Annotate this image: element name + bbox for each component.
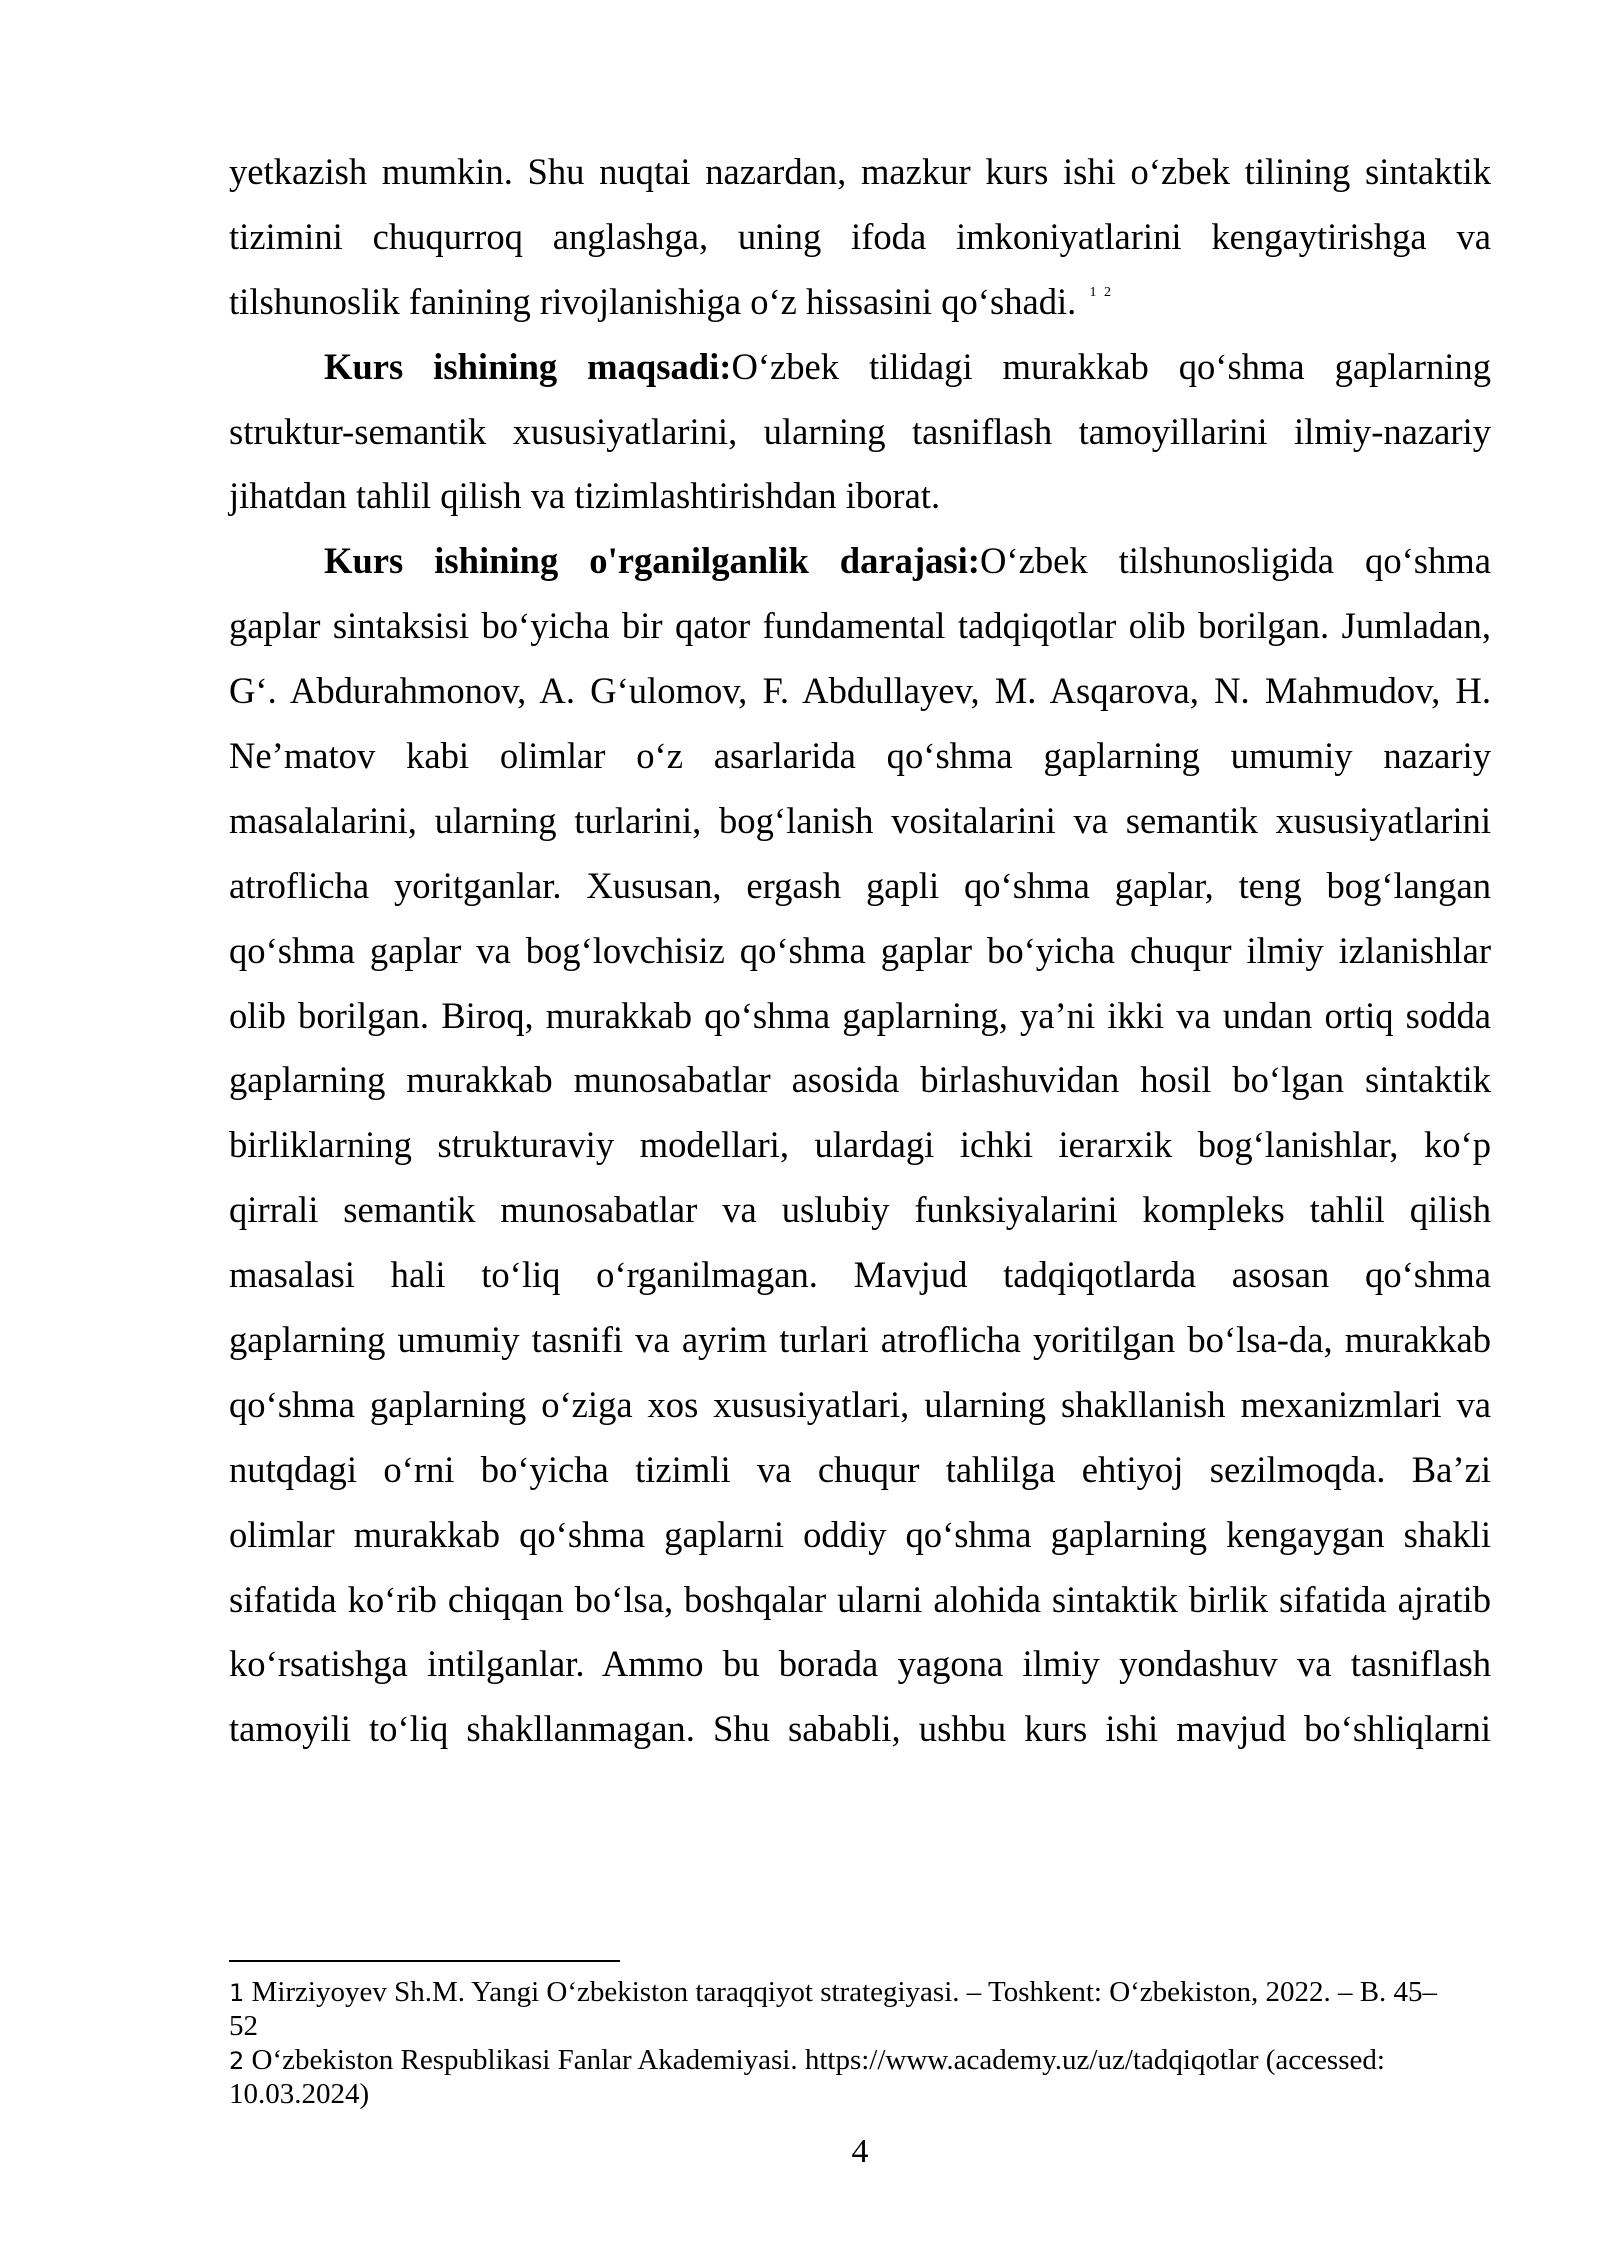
body-line [229,1697,1491,1762]
line-text: yetkazish mumkin. Shu nuqtai nazardan, mazkur kurs ishi o‘zbek tilining sintaktik [229,151,1491,192]
body-line [229,984,1491,1049]
body-line [229,789,1491,854]
body-line [229,1308,1491,1373]
line-text: tamoyili to‘liq shakllanmagan. Shu sababli, ushbu kurs ishi mavjud bo‘shliqlarni [229,1708,1491,1750]
footnote-separator [229,1960,620,1962]
body-line [229,724,1491,789]
line-text: qo‘shma gaplar va bog‘lovchisiz qo‘shma gaplar bo‘yicha chuqur ilmiy izlanishlar [229,929,1491,971]
page-number: 4 [851,2133,869,2170]
study-level-heading: Kurs ishining o'rganilganlik darajasi: [324,540,980,582]
line-text: jihatdan tahlil qilish va tizimlashtirishdan iborat. [229,475,941,517]
line-text: tizimini chuqurroq anglashga, uning ifoda imkoniyatlarini kengaytirishga va [229,215,1491,257]
line-text: gaplar sintaksisi bo‘yicha bir qator fundamental tadqiqotlar olib borilgan. Jumladan, [229,605,1491,647]
body-line [229,270,1491,335]
line-text: birliklarning strukturaviy modellari, ulardagi ichki ierarxik bog‘lanishlar, ko‘p [229,1124,1491,1166]
body-line [229,919,1491,984]
line-text: O‘zbek tilidagi murakkab qo‘shma gaplarning [731,345,1491,387]
line-text: tilshunoslik fanining rivojlanishiga o‘z hissasini qo‘shadi. [229,280,1077,322]
line-text: gaplarning murakkab munosabatlar asosida birlashuvidan hosil bo‘lgan sintaktik [229,1059,1491,1101]
line-text: olib borilgan. Biroq, murakkab qo‘shma gaplarning, ya’ni ikki va undan ortiq sodda [229,994,1491,1036]
footnote-line [229,2009,1491,2043]
body-line [229,464,1491,529]
line-text: atroflicha yoritganlar. Xususan, ergash gapli qo‘shma gaplar, teng bog‘langan [229,864,1491,906]
footnote-line [229,1975,1491,2009]
body-line [229,1113,1491,1178]
line-text: ko‘rsatishga intilganlar. Ammo bu borada yagona ilmiy yondashuv va tasniflash [229,1643,1491,1685]
footnote-text: 52 [229,2010,258,2042]
body-line [229,1503,1491,1568]
body-line [229,1632,1491,1697]
footnote-text: 10.03.2024) [229,2078,370,2110]
line-text: olimlar murakkab qo‘shma gaplarni oddiy qo‘shma gaplarning kengaygan shakli [229,1513,1491,1555]
footnote-text: Mirziyoyev Sh.M. Yangi O‘zbekiston taraqqiyot strategiyasi. – Toshkent: O‘zbekiston, 2022. – B. 45– [251,1976,1438,2008]
body-line [229,659,1491,724]
footnote-line [229,2043,1491,2077]
line-text: G‘. Abdurahmonov, A. G‘ulomov, F. Abdullayev, M. Asqarova, N. Mahmudov, H. [229,670,1491,712]
body-line [229,594,1491,659]
line-text: masalalarini, ularning turlarini, bog‘lanish vositalarini va semantik xususiyatlarini [229,799,1491,841]
body-line [229,529,1491,594]
body-line [229,335,1491,400]
body-line [229,1178,1491,1243]
footnote-line [229,2077,1491,2111]
body-line [229,1568,1491,1633]
footnote-text: O‘zbekiston Respublikasi Fanlar Akademiyasi. https://www.academy.uz/uz/tadqiqotlar (accessed: [251,2044,1385,2076]
line-text: Ne’matov kabi olimlar o‘z asarlarida qo‘shma gaplarning umumiy nazariy [229,735,1491,777]
line-text: qirrali semantik munosabatlar va uslubiy funksiyalarini kompleks tahlil qilish [229,1189,1491,1231]
body-line [229,1438,1491,1503]
line-text: qo‘shma gaplarning o‘ziga xos xususiyatlari, ularning shakllanish mexanizmlari va [229,1383,1491,1425]
aim-heading: Kurs ishining maqsadi: [324,345,732,387]
body-line [229,140,1491,205]
body-line [229,854,1491,919]
line-text: gaplarning umumiy tasnifi va ayrim turlari atroflicha yoritilgan bo‘lsa-da, murakkab [229,1319,1491,1361]
body-line [229,1243,1491,1308]
body-line [229,400,1491,465]
footnote-reference[interactable]: 1 2 [1089,284,1113,300]
line-text: nutqdagi o‘rni bo‘yicha tizimli va chuqur tahlilga ehtiyoj sezilmoqda. Ba’zi [229,1448,1491,1490]
footnote-number: 2 [229,2047,245,2075]
line-text: sifatida ko‘rib chiqqan bo‘lsa, boshqalar ularni alohida sintaktik birlik sifatida ajratib [229,1578,1491,1620]
footnote-number: 1 [229,1979,245,2007]
footnotes [229,1975,1491,2111]
body-line [229,1373,1491,1438]
body-line [229,205,1491,270]
body-line [229,1048,1491,1113]
line-text: O‘zbek tilshunosligida qo‘shma [980,540,1491,582]
line-text: struktur-semantik xususiyatlarini, ularning tasniflash tamoyillarini ilmiy-nazariy [229,410,1491,452]
line-text: masalasi hali to‘liq o‘rganilmagan. Mavjud tadqiqotlarda asosan qo‘shma [229,1254,1491,1296]
body-text [229,140,1491,1762]
